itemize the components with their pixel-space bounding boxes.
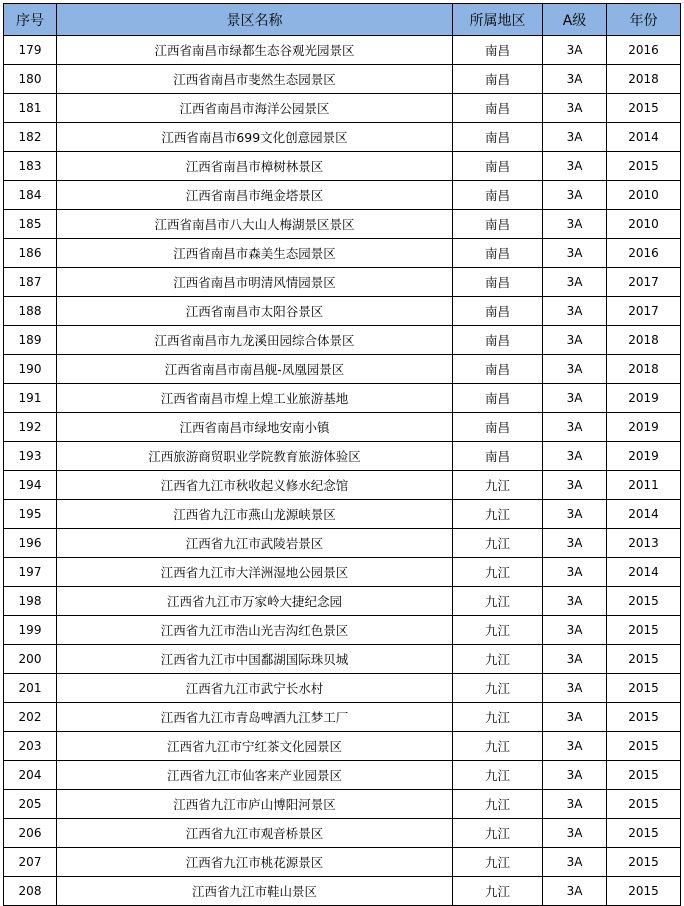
cell-number: 180 (4, 65, 57, 94)
cell-year: 2015 (607, 819, 681, 848)
cell-region: 九江 (453, 674, 543, 703)
table-row (4, 239, 681, 268)
table-row (4, 558, 681, 587)
cell-number: 186 (4, 239, 57, 268)
cell-name: 江西省南昌市南昌舰-凤凰园景区 (57, 355, 453, 384)
cell-number: 181 (4, 94, 57, 123)
cell-name: 江西省南昌市太阳谷景区 (57, 297, 453, 326)
cell-region: 南昌 (453, 413, 543, 442)
cell-year: 2015 (607, 674, 681, 703)
cell-region: 九江 (453, 703, 543, 732)
cell-number: 195 (4, 500, 57, 529)
cell-grade: 3A (543, 645, 607, 674)
cell-year: 2019 (607, 442, 681, 471)
cell-year: 2015 (607, 732, 681, 761)
cell-grade: 3A (543, 239, 607, 268)
table-row (4, 732, 681, 761)
cell-grade: 3A (543, 558, 607, 587)
cell-grade: 3A (543, 355, 607, 384)
cell-region: 南昌 (453, 123, 543, 152)
cell-number: 187 (4, 268, 57, 297)
cell-name: 江西省南昌市九龙溪田园综合体景区 (57, 326, 453, 355)
table-row (4, 471, 681, 500)
cell-grade: 3A (543, 500, 607, 529)
cell-region: 南昌 (453, 442, 543, 471)
cell-grade: 3A (543, 587, 607, 616)
cell-year: 2015 (607, 587, 681, 616)
cell-year: 2015 (607, 645, 681, 674)
cell-grade: 3A (543, 326, 607, 355)
cell-number: 188 (4, 297, 57, 326)
cell-year: 2016 (607, 239, 681, 268)
cell-grade: 3A (543, 877, 607, 906)
cell-year: 2014 (607, 500, 681, 529)
cell-grade: 3A (543, 36, 607, 65)
cell-number: 206 (4, 819, 57, 848)
cell-name: 江西省九江市浩山光吉沟红色景区 (57, 616, 453, 645)
cell-region: 南昌 (453, 297, 543, 326)
table-row (4, 790, 681, 819)
cell-region: 南昌 (453, 268, 543, 297)
cell-number: 185 (4, 210, 57, 239)
cell-name: 江西省南昌市绿地安南小镇 (57, 413, 453, 442)
cell-grade: 3A (543, 819, 607, 848)
cell-region: 九江 (453, 819, 543, 848)
cell-year: 2016 (607, 36, 681, 65)
cell-year: 2015 (607, 877, 681, 906)
cell-name: 江西省南昌市煌上煌工业旅游基地 (57, 384, 453, 413)
cell-grade: 3A (543, 297, 607, 326)
cell-name: 江西省南昌市海洋公园景区 (57, 94, 453, 123)
header-row (4, 4, 681, 36)
cell-number: 190 (4, 355, 57, 384)
cell-name: 江西省九江市秋收起义修水纪念馆 (57, 471, 453, 500)
cell-name: 江西省九江市万家岭大捷纪念园 (57, 587, 453, 616)
cell-number: 183 (4, 152, 57, 181)
cell-year: 2015 (607, 152, 681, 181)
cell-number: 200 (4, 645, 57, 674)
cell-name: 江西省九江市大洋洲湿地公园景区 (57, 558, 453, 587)
cell-region: 九江 (453, 645, 543, 674)
table-row (4, 500, 681, 529)
cell-grade: 3A (543, 703, 607, 732)
cell-grade: 3A (543, 529, 607, 558)
table-row (4, 761, 681, 790)
table-row (4, 442, 681, 471)
cell-number: 204 (4, 761, 57, 790)
cell-year: 2015 (607, 94, 681, 123)
cell-name: 江西省九江市中国鄱湖国际珠贝城 (57, 645, 453, 674)
cell-year: 2015 (607, 616, 681, 645)
cell-name: 江西省南昌市八大山人梅湖景区景区 (57, 210, 453, 239)
cell-name: 江西省南昌市明清风情园景区 (57, 268, 453, 297)
cell-region: 九江 (453, 471, 543, 500)
cell-name: 江西省南昌市699文化创意园景区 (57, 123, 453, 152)
cell-number: 196 (4, 529, 57, 558)
cell-region: 南昌 (453, 326, 543, 355)
cell-number: 194 (4, 471, 57, 500)
cell-grade: 3A (543, 616, 607, 645)
cell-year: 2018 (607, 355, 681, 384)
cell-region: 南昌 (453, 239, 543, 268)
cell-region: 南昌 (453, 355, 543, 384)
cell-year: 2013 (607, 529, 681, 558)
table-row (4, 587, 681, 616)
table-header (4, 4, 681, 36)
cell-grade: 3A (543, 471, 607, 500)
cell-grade: 3A (543, 210, 607, 239)
cell-name: 江西省九江市武陵岩景区 (57, 529, 453, 558)
cell-region: 南昌 (453, 36, 543, 65)
table-row (4, 326, 681, 355)
cell-number: 199 (4, 616, 57, 645)
cell-number: 193 (4, 442, 57, 471)
table-row (4, 355, 681, 384)
cell-number: 179 (4, 36, 57, 65)
cell-grade: 3A (543, 761, 607, 790)
table-body (4, 36, 681, 906)
table-row (4, 152, 681, 181)
cell-region: 南昌 (453, 65, 543, 94)
cell-grade: 3A (543, 268, 607, 297)
cell-year: 2015 (607, 703, 681, 732)
table-row (4, 297, 681, 326)
cell-number: 205 (4, 790, 57, 819)
cell-number: 189 (4, 326, 57, 355)
table-row (4, 413, 681, 442)
table-row (4, 36, 681, 65)
cell-number: 184 (4, 181, 57, 210)
cell-grade: 3A (543, 848, 607, 877)
header-name: 景区名称 (57, 4, 453, 36)
cell-number: 202 (4, 703, 57, 732)
cell-name: 江西省九江市庐山博阳河景区 (57, 790, 453, 819)
table-row (4, 384, 681, 413)
cell-number: 191 (4, 384, 57, 413)
cell-region: 南昌 (453, 94, 543, 123)
table-row (4, 268, 681, 297)
cell-number: 197 (4, 558, 57, 587)
cell-year: 2018 (607, 326, 681, 355)
cell-name: 江西省九江市燕山龙源峡景区 (57, 500, 453, 529)
cell-year: 2015 (607, 848, 681, 877)
cell-year: 2010 (607, 210, 681, 239)
cell-region: 九江 (453, 877, 543, 906)
cell-year: 2014 (607, 558, 681, 587)
table-row (4, 65, 681, 94)
table-row (4, 94, 681, 123)
cell-number: 182 (4, 123, 57, 152)
cell-region: 九江 (453, 587, 543, 616)
cell-name: 江西省南昌市森美生态园景区 (57, 239, 453, 268)
cell-number: 201 (4, 674, 57, 703)
cell-grade: 3A (543, 732, 607, 761)
cell-name: 江西省南昌市绳金塔景区 (57, 181, 453, 210)
cell-year: 2019 (607, 413, 681, 442)
cell-year: 2018 (607, 65, 681, 94)
table-row (4, 529, 681, 558)
cell-number: 192 (4, 413, 57, 442)
cell-grade: 3A (543, 65, 607, 94)
table-row (4, 210, 681, 239)
cell-region: 九江 (453, 529, 543, 558)
cell-name: 江西省南昌市斐然生态园景区 (57, 65, 453, 94)
table-row (4, 674, 681, 703)
cell-grade: 3A (543, 442, 607, 471)
cell-number: 207 (4, 848, 57, 877)
cell-region: 九江 (453, 790, 543, 819)
cell-year: 2017 (607, 268, 681, 297)
cell-number: 208 (4, 877, 57, 906)
cell-year: 2015 (607, 790, 681, 819)
header-region: 所属地区 (453, 4, 543, 36)
table-row (4, 819, 681, 848)
table-row (4, 703, 681, 732)
cell-year: 2019 (607, 384, 681, 413)
cell-name: 江西省九江市仙客来产业园景区 (57, 761, 453, 790)
table-row (4, 181, 681, 210)
table-row (4, 645, 681, 674)
cell-grade: 3A (543, 674, 607, 703)
cell-name: 江西省九江市桃花源景区 (57, 848, 453, 877)
cell-name: 江西省九江市观音桥景区 (57, 819, 453, 848)
header-number: 序号 (4, 4, 57, 36)
table-row (4, 848, 681, 877)
cell-name: 江西省九江市武宁长水村 (57, 674, 453, 703)
scenic-area-table (3, 3, 681, 906)
cell-grade: 3A (543, 94, 607, 123)
cell-name: 江西省九江市宁红茶文化园景区 (57, 732, 453, 761)
cell-region: 九江 (453, 558, 543, 587)
header-year: 年份 (607, 4, 681, 36)
cell-name: 江西省九江市鞋山景区 (57, 877, 453, 906)
cell-name: 江西旅游商贸职业学院教育旅游体验区 (57, 442, 453, 471)
table-row (4, 877, 681, 906)
cell-number: 198 (4, 587, 57, 616)
cell-region: 南昌 (453, 152, 543, 181)
cell-year: 2015 (607, 761, 681, 790)
cell-region: 九江 (453, 761, 543, 790)
cell-region: 南昌 (453, 181, 543, 210)
cell-region: 九江 (453, 848, 543, 877)
cell-name: 江西省九江市青岛啤酒九江梦工厂 (57, 703, 453, 732)
table-row (4, 616, 681, 645)
cell-year: 2011 (607, 471, 681, 500)
cell-year: 2017 (607, 297, 681, 326)
cell-year: 2010 (607, 181, 681, 210)
cell-grade: 3A (543, 152, 607, 181)
cell-grade: 3A (543, 413, 607, 442)
cell-region: 九江 (453, 732, 543, 761)
header-grade: A级 (543, 4, 607, 36)
cell-grade: 3A (543, 123, 607, 152)
cell-year: 2014 (607, 123, 681, 152)
cell-name: 江西省南昌市绿都生态谷观光园景区 (57, 36, 453, 65)
table-row (4, 123, 681, 152)
cell-grade: 3A (543, 384, 607, 413)
cell-region: 南昌 (453, 210, 543, 239)
cell-grade: 3A (543, 790, 607, 819)
cell-grade: 3A (543, 181, 607, 210)
cell-region: 九江 (453, 500, 543, 529)
cell-name: 江西省南昌市樟树林景区 (57, 152, 453, 181)
cell-region: 南昌 (453, 384, 543, 413)
cell-number: 203 (4, 732, 57, 761)
cell-region: 九江 (453, 616, 543, 645)
